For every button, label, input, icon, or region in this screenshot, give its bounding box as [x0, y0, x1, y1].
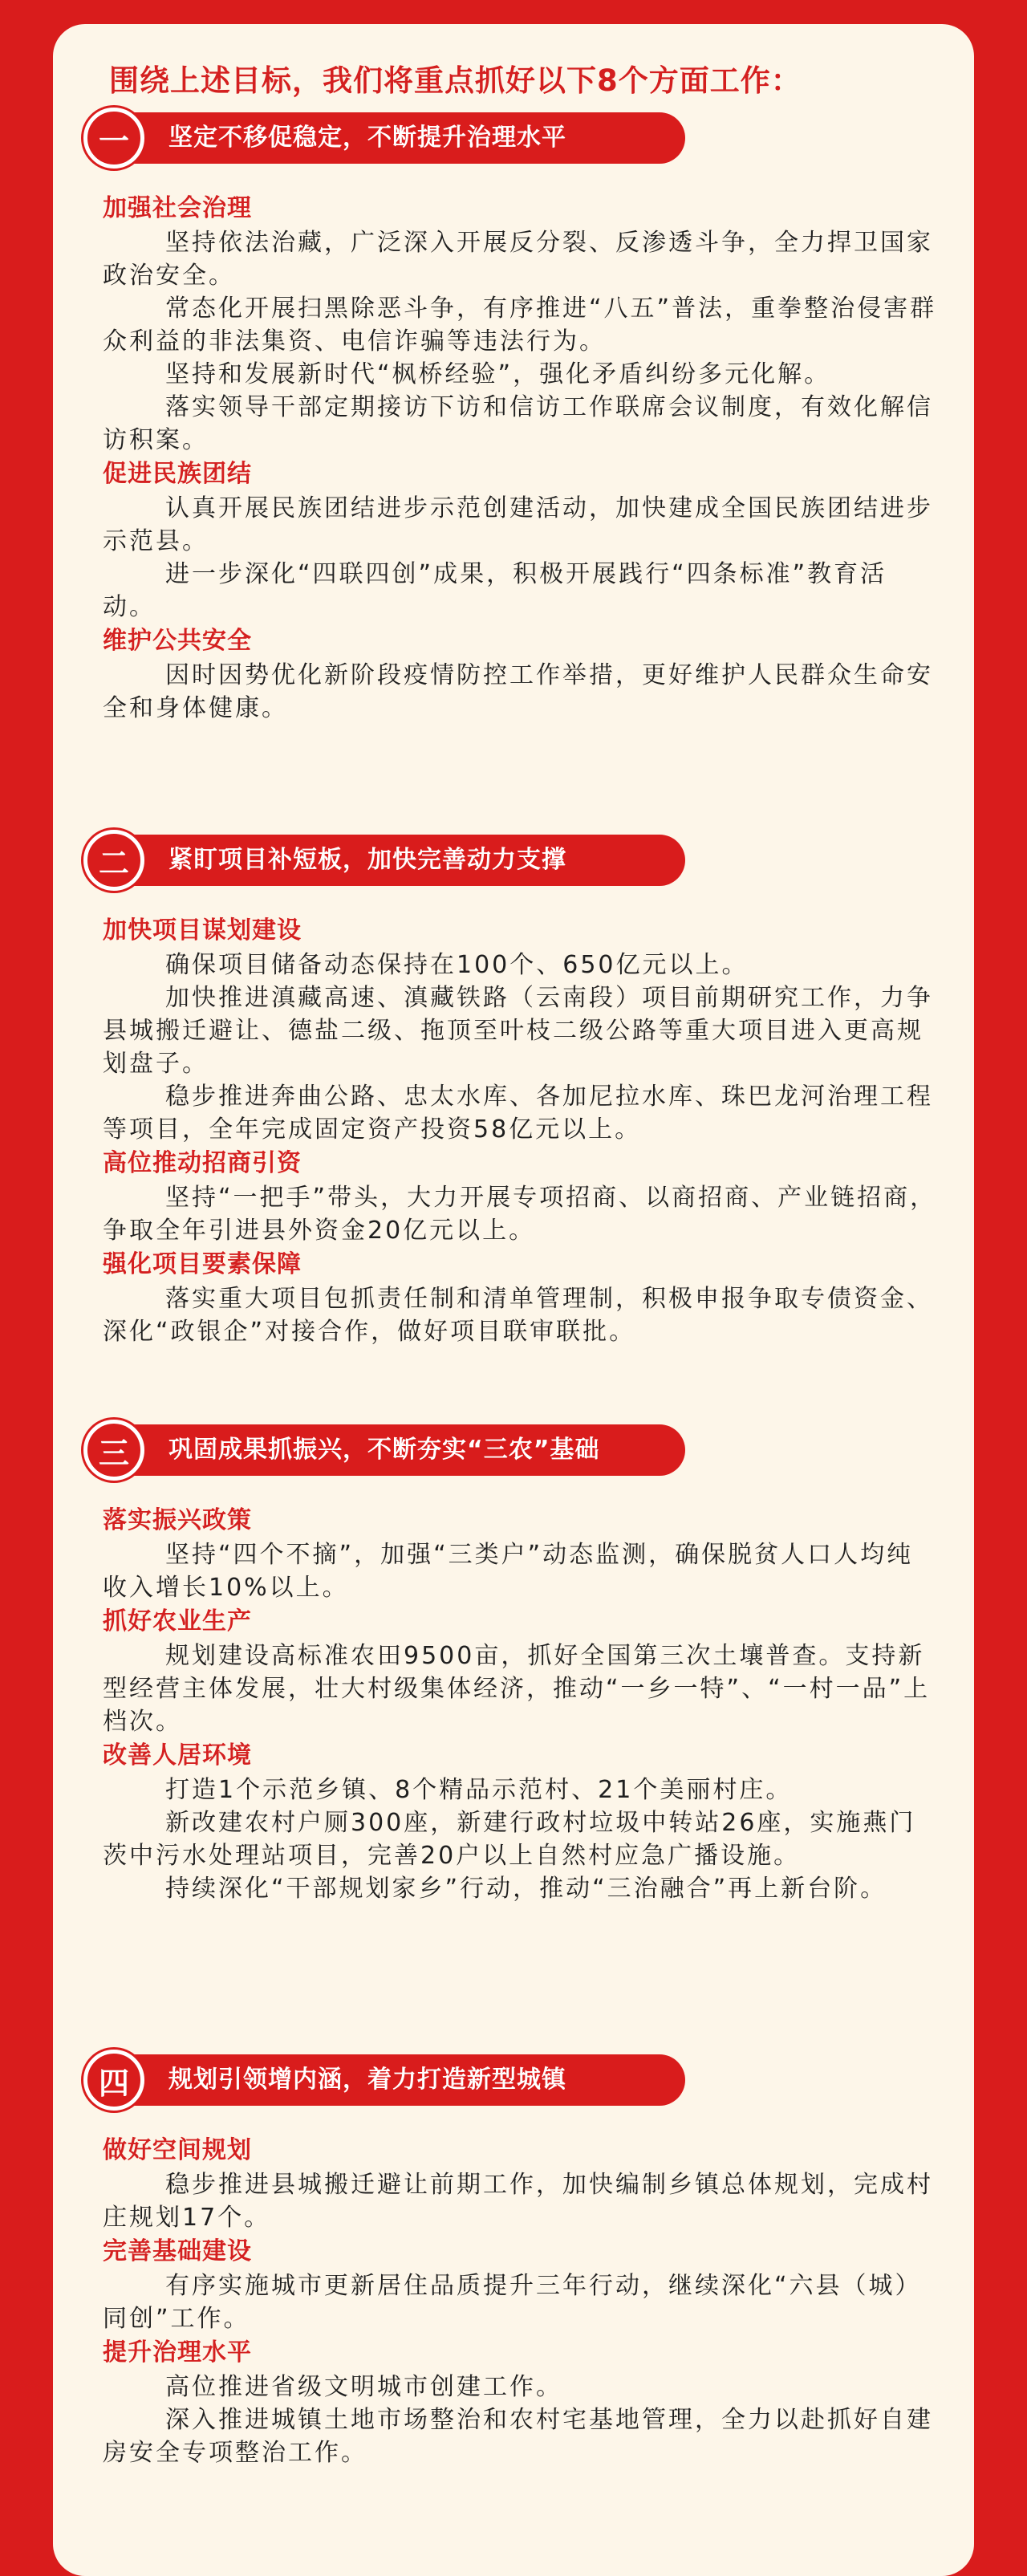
paragraph: 因时因势优化新阶段疫情防控工作举措，更好维护人民群众生命安全和身体健康。	[103, 661, 933, 722]
intro-heading: 围绕上述目标，我们将重点抓好以下8个方面工作：	[109, 63, 802, 98]
paragraph: 持续深化“干部规划家乡”行动，推动“三治融合”再上新台阶。	[165, 1875, 887, 1903]
subheading: 加快项目谋划建设	[103, 916, 302, 945]
section-banner	[88, 112, 685, 164]
section-number-badge: 二	[83, 830, 144, 891]
section-number-badge: 一	[83, 108, 144, 169]
subheading: 维护公共安全	[103, 627, 252, 655]
subheading: 抓好农业生产	[103, 1607, 252, 1635]
section-title: 坚定不移促稳定，不断提升治理水平	[168, 124, 566, 152]
paragraph: 深入推进城镇土地市场整治和农村宅基地管理，全力以赴抓好自建房安全专项整治工作。	[103, 2406, 933, 2467]
paragraph: 加快推进滇藏高速、滇藏铁路（云南段）项目前期研究工作，力争县城搬迁避让、德盐二级、拖顶至叶枝二级公路等重大项目进入更高规划盘子。	[103, 984, 933, 1078]
paragraph: 新改建农村户厕300座，新建行政村垃圾中转站26座，实施燕门茨中污水处理站项目，完善20户以上自然村应急广播设施。	[103, 1809, 916, 1870]
paragraph: 坚持依法治藏，广泛深入开展反分裂、反渗透斗争，全力捍卫国家政治安全。	[103, 229, 933, 290]
paragraph: 稳步推进县城搬迁避让前期工作，加快编制乡镇总体规划，完成村庄规划17个。	[103, 2171, 933, 2232]
paragraph: 高位推进省级文明城市创建工作。	[165, 2373, 562, 2401]
section-content	[103, 1503, 937, 1905]
subheading: 促进民族团结	[103, 460, 252, 488]
paragraph: 确保项目储备动态保持在100个、650亿元以上。	[165, 951, 749, 979]
section-title: 紧盯项目补短板，加快完善动力支撑	[168, 846, 566, 874]
paragraph: 打造1个示范乡镇、8个精品示范村、21个美丽村庄。	[165, 1776, 793, 1804]
subheading: 提升治理水平	[103, 2338, 252, 2367]
section-number-badge: 三	[83, 1420, 144, 1481]
paragraph: 常态化开展扫黑除恶斗争，有序推进“八五”普法，重拳整治侵害群众利益的非法集资、电信诈骗等违法行为。	[103, 295, 937, 356]
section-content	[103, 913, 937, 1348]
paragraph: 有序实施城市更新居住品质提升三年行动，继续深化“六县（城）同创”工作。	[103, 2272, 922, 2333]
subheading: 做好空间规划	[103, 2136, 252, 2164]
paragraph: 认真开展民族团结进步示范创建活动，加快建成全国民族团结进步示范县。	[103, 494, 933, 555]
section-banner	[88, 2054, 685, 2106]
paragraph: 坚持“一把手”带头，大力开展专项招商、以商招商、产业链招商，争取全年引进县外资金20亿元以上。	[103, 1184, 937, 1245]
subheading: 加强社会治理	[103, 194, 252, 222]
subheading: 高位推动招商引资	[103, 1149, 302, 1177]
section-number-badge: 四	[83, 2050, 144, 2111]
paragraph: 坚持“四个不摘”，加强“三类户”动态监测，确保脱贫人口人均纯收入增长10%以上。	[103, 1541, 914, 1602]
paragraph: 坚持和发展新时代“枫桥经验”，强化矛盾纠纷多元化解。	[165, 360, 831, 388]
subheading: 完善基础建设	[103, 2237, 252, 2265]
subheading: 落实振兴政策	[103, 1506, 252, 1534]
paragraph: 进一步深化“四联四创”成果，积极开展践行“四条标准”教育活动。	[103, 560, 887, 621]
content-card	[53, 24, 974, 2576]
subheading: 改善人居环境	[103, 1741, 252, 1769]
paragraph: 规划建设高标准农田9500亩，抓好全国第三次土壤普查。支持新型经营主体发展，壮大村级集体经济，推动“一乡一特”、“一村一品”上档次。	[103, 1642, 931, 1736]
section-banner	[88, 835, 685, 886]
section-banner	[88, 1424, 685, 1476]
section-content	[103, 2133, 937, 2469]
section-title: 规划引领增内涵，着力打造新型城镇	[168, 2066, 566, 2094]
section-content	[103, 191, 937, 725]
section-title: 巩固成果抓振兴，不断夯实“三农”基础	[168, 1436, 600, 1464]
paragraph: 落实领导干部定期接访下访和信访工作联席会议制度，有效化解信访积案。	[103, 393, 933, 454]
paragraph: 稳步推进奔曲公路、忠太水库、各加尼拉水库、珠巴龙河治理工程等项目，全年完成固定资产投资58亿元以上。	[103, 1083, 933, 1144]
subheading: 强化项目要素保障	[103, 1250, 302, 1278]
paragraph: 落实重大项目包抓责任制和清单管理制，积极申报争取专债资金、深化“政银企”对接合作，做好项目联审联批。	[103, 1285, 933, 1346]
